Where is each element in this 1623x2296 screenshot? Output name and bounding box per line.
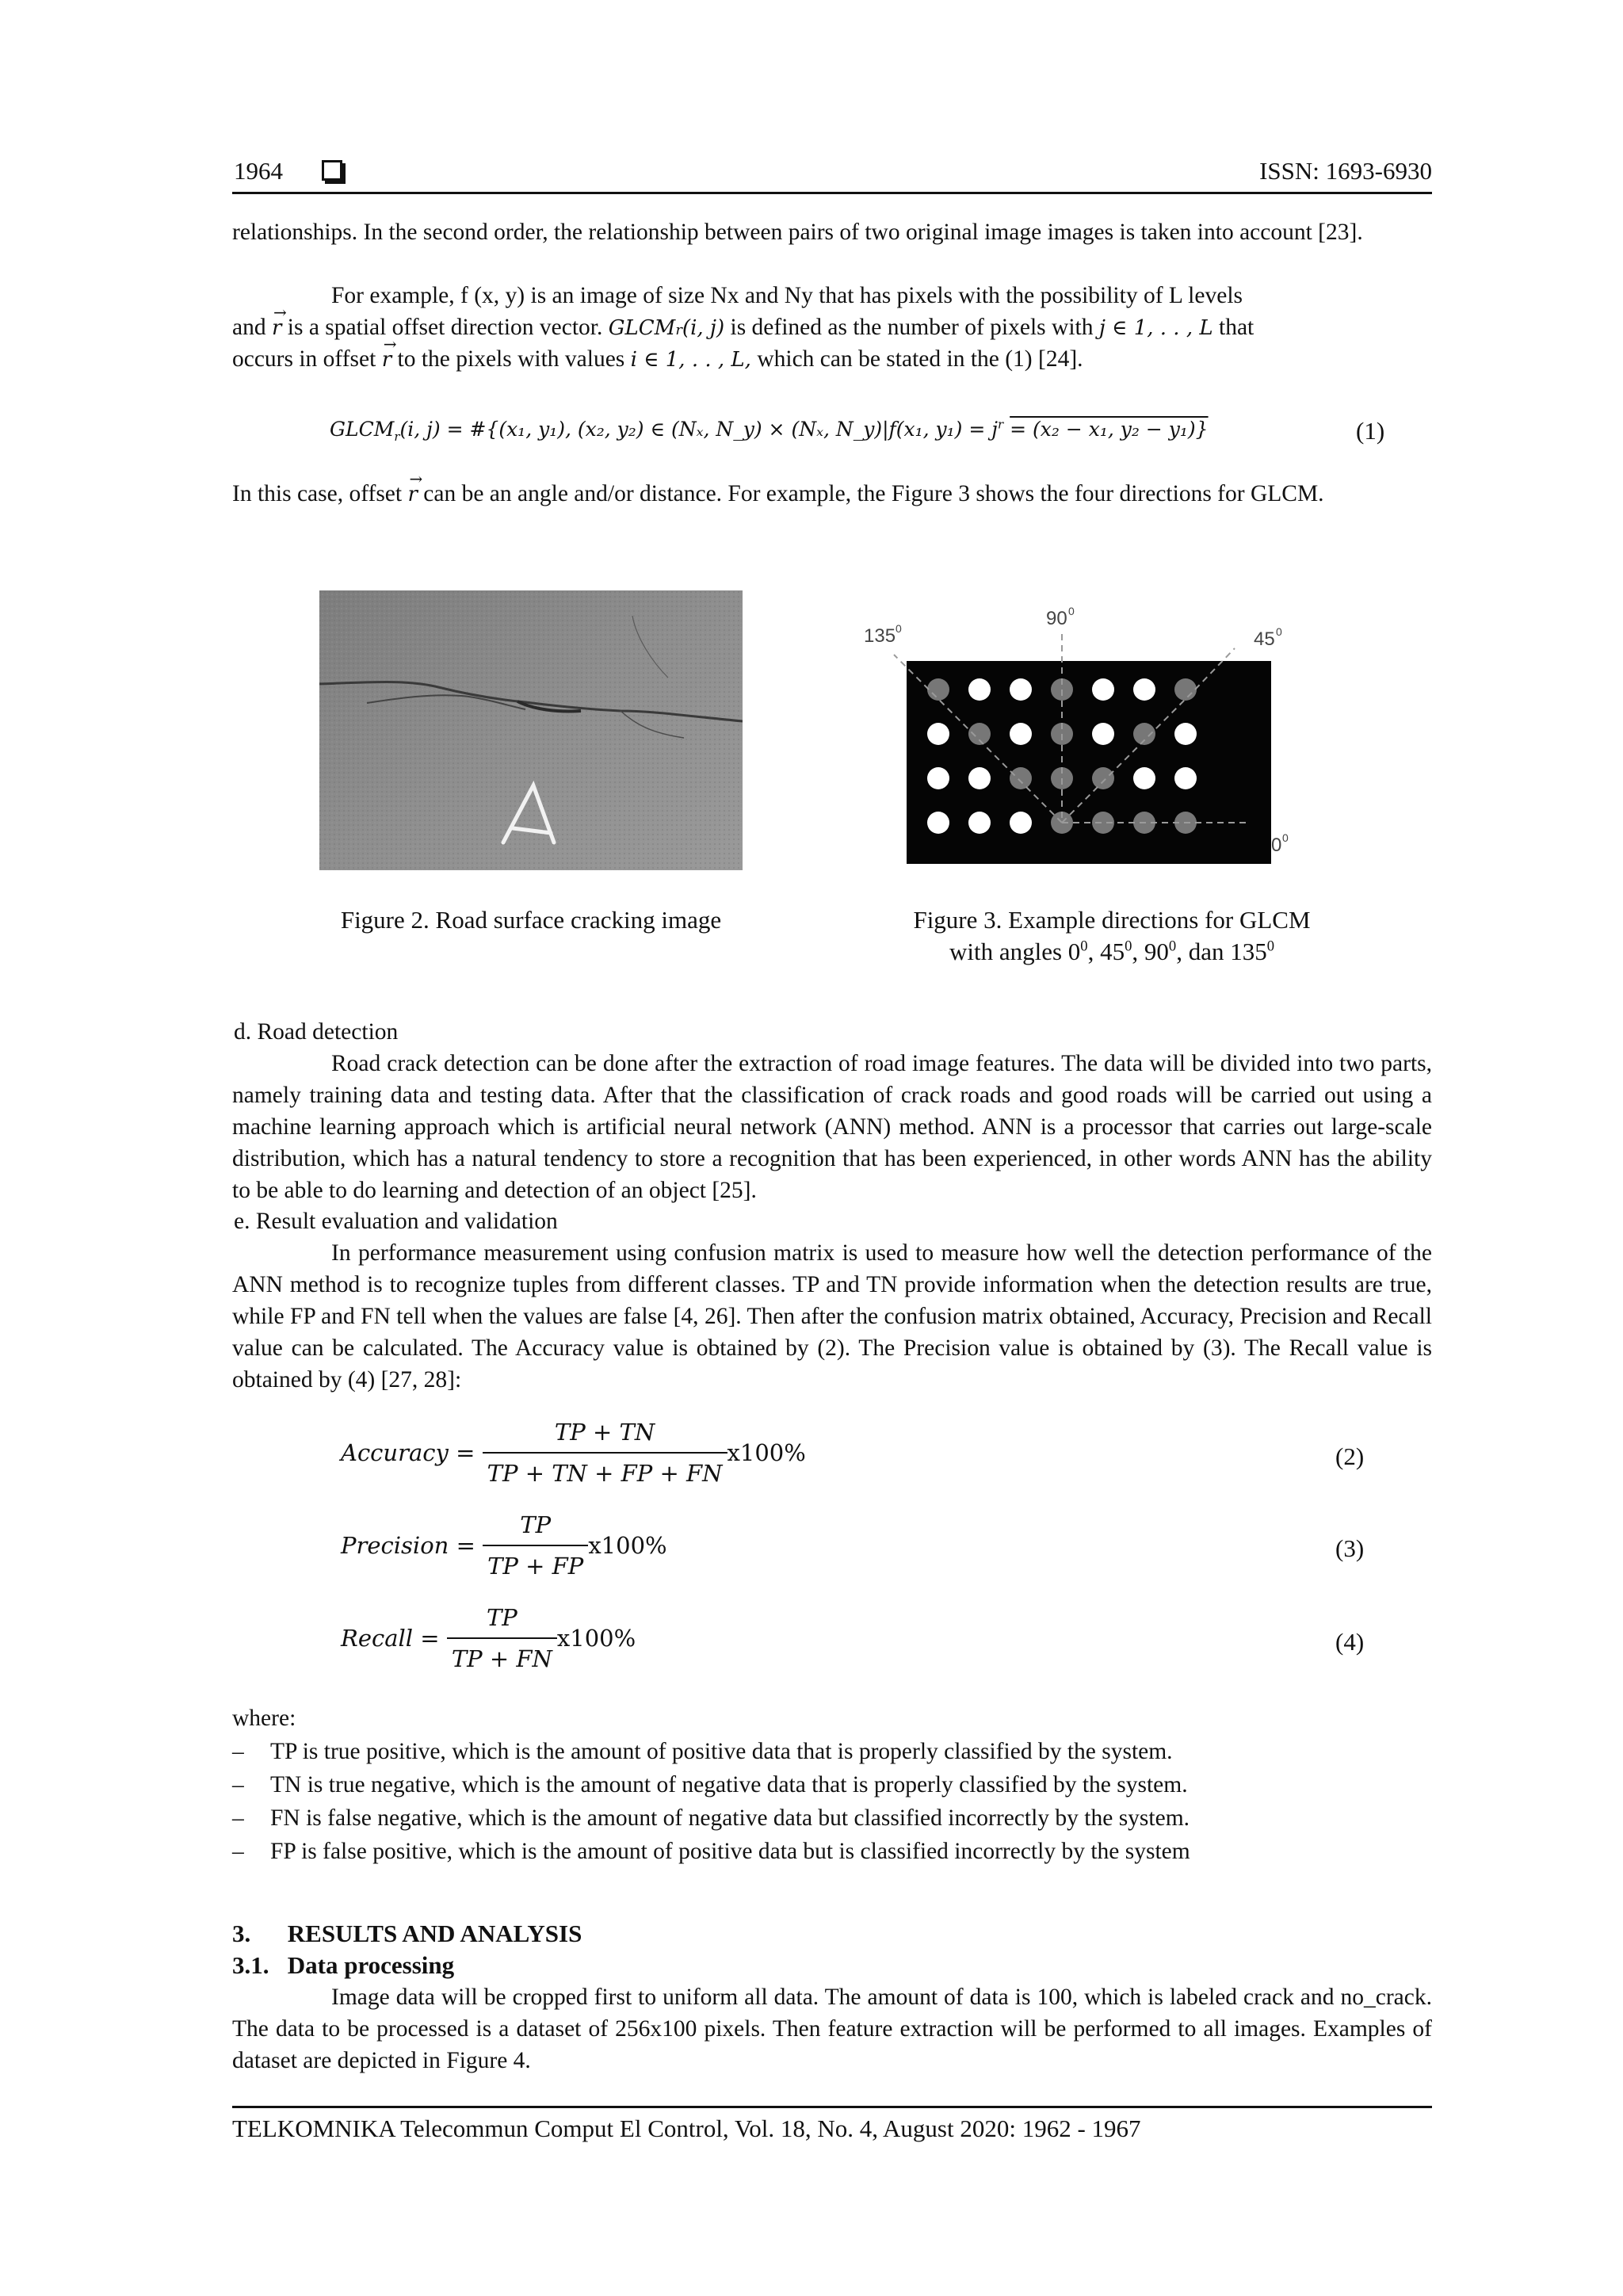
section-3-1-body: Image data will be cropped first to uniform all data. The amount of data is 100, which is labeled crack and no_crack. The data to be processed is a dataset of 256x100 pixels. Then feature extraction will be performed to all images. Examples of dataset are depicted in Figure 4. bbox=[232, 1985, 1432, 2073]
equation-number-1: (1) bbox=[1356, 417, 1385, 445]
equation-accuracy: Accuracy = $\frac{TP + TN}{TP + TN + FP + FN}$ x100% bbox=[341, 1419, 806, 1487]
where-label: where: bbox=[232, 1706, 296, 1731]
svg-text:0: 0 bbox=[896, 622, 902, 635]
equation-number-2: (2) bbox=[1335, 1442, 1365, 1470]
paragraph-example-line3: occurs in offset r → to the pixels with values i ∈ 1, . . , L, which can be stated in the (1) [24]. bbox=[232, 343, 1432, 376]
page-footer: TELKOMNIKA Telecommun Comput El Control, Vol. 18, No. 4, August 2020: 1962 - 1967 bbox=[232, 2106, 1432, 2145]
page-header bbox=[232, 155, 1432, 194]
equation-number-4: (4) bbox=[1335, 1628, 1365, 1656]
section-e-heading: e. Result evaluation and validation bbox=[234, 1209, 558, 1234]
paragraph-offset: In this case, offset r → can be an angle and/or distance. For example, the Figure 3 shows the four directions for GLCM. bbox=[232, 478, 1432, 510]
svg-text:0: 0 bbox=[1282, 831, 1289, 844]
figure-2-caption: Figure 2. Road surface cracking image bbox=[340, 906, 722, 934]
equation-recall: Recall = $\frac{TP}{TP + FN}$ x100% bbox=[341, 1604, 636, 1672]
page-number: 1964 bbox=[234, 157, 283, 185]
figure-2-road-crack-image bbox=[319, 590, 743, 870]
section-d-heading: d. Road detection bbox=[234, 1019, 399, 1045]
equation-precision: Precision = $\frac{TP}{TP + FP}$ x100% bbox=[341, 1511, 667, 1580]
label-45: 45 bbox=[1254, 628, 1275, 650]
label-135: 135 bbox=[864, 625, 896, 647]
checkbox-ornament-icon bbox=[322, 160, 342, 181]
label-0: 0 bbox=[1271, 835, 1282, 856]
equation-1: $GLCM_r(i$, j) = #{(x₁, y₁), (x₂, y₂) ∈ (Nₓ, N_y) × (Nₓ, N_y)|f(x₁, $y_1) = j^r = (x_2 - x_1$, y₂ − y₁)} (1) bbox=[232, 411, 1432, 450]
figure-3-glcm-directions bbox=[862, 586, 1314, 872]
figure-3-caption: Figure 3. Example directions for GLCM with angles $0^0$, $45^0$, $90^0$, dan $135^0$ bbox=[913, 906, 1311, 965]
paragraph-example-line2: and r → is a spatial offset direction vector. GLCMr(i, j) is defined as the number of pixels with j ∈ 1, . . , L that bbox=[232, 311, 1432, 346]
svg-text:0: 0 bbox=[1276, 625, 1282, 638]
section-3-heading: 3. RESULTS AND ANALYSIS bbox=[232, 1920, 582, 1947]
paragraph-relationships: relationships. In the second order, the relationship between pairs of two original image images is taken into account [23]. bbox=[232, 220, 1363, 245]
section-e-body: In performance measurement using confusion matrix is used to measure how well the detection performance of the ANN method is to recognize tuples from different classes. TP and TN provide information when the detection results are true, while FP and FN tell when the values are false [4, 26]. Then after the confusion matrix obtained, Accuracy, Precision and Recall value can be calculated. The Accuracy value is obtained by (2). The Precision value is obtained by (3). The Recall value is obtained by (4) [27, 28]: bbox=[232, 1240, 1432, 1392]
issn-label: ISSN: 1693-6930 bbox=[1259, 157, 1432, 185]
label-90: 90 bbox=[1046, 608, 1067, 629]
svg-text:0: 0 bbox=[1068, 605, 1075, 617]
section-d-body: Road crack detection can be done after the extraction of road image features. The data will be divided into two parts, namely training data and testing data. After that the classification of crack roads and good roads will be carried out using a machine learning approach which is artificial neural network (ANN) method. ANN is a processor that carries out large-scale distribution, which has a natural tendency to store a recognition that has been experienced, in other words ANN has the ability to be able to do learning and detection of an object [25]. bbox=[232, 1051, 1432, 1203]
paragraph-example-line1: For example, f (x, y) is an image of size Nx and Ny that has pixels with the possibility of L levels bbox=[331, 283, 1243, 308]
section-3-1-heading: 3.1. Data processing bbox=[232, 1951, 455, 1979]
equation-number-3: (3) bbox=[1335, 1534, 1365, 1562]
